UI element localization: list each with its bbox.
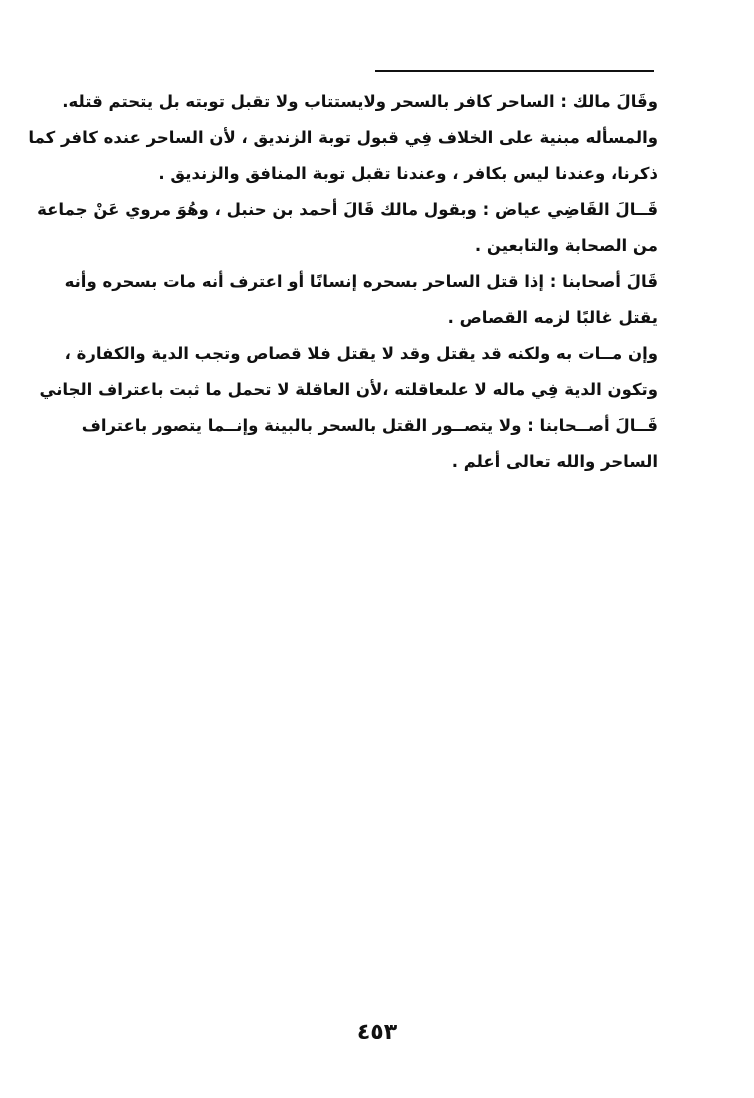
text-line: وتكون الدية فِي ماله لا علىعاقلته ،لأن العاقلة لا تحمل ما ثبت باعتراف الجاني [39, 380, 658, 399]
text-line: قَالَ أصحابنا : إذا قتل الساحر بسحره إنسانًا أو اعترف أنه مات بسحره وأنه [64, 272, 658, 291]
header-rule [375, 70, 654, 72]
page-number: ٤٥٣ [356, 1020, 398, 1045]
text-line: من الصحابة والتابعين . [474, 236, 658, 255]
text-line: قَــالَ القَاضِي عياض : وبقول مالك قَالَ أحمد بن حنبل ، وهُوَ مروي عَنْ جماعة [37, 200, 658, 219]
text-line: وقَالَ مالك : الساحر كافر بالسحر ولايستتاب ولا تقبل توبته بل يتحتم قتله. [62, 92, 658, 111]
text-line: قَــالَ أصــحابنا : ولا يتصــور القتل بالسحر بالبينة وإنــما يتصور باعتراف [81, 416, 658, 435]
body-text [28, 84, 658, 480]
text-line: والمسأله مبنية على الخلاف فِي قبول توبة الزنديق ، لأن الساحر عنده كافر كما [28, 128, 658, 147]
text-line: يقتل غالبًا لزمه القصاص . [447, 308, 658, 327]
text-line: ذكرنا، وعندنا ليس بكافر ، وعندنا تقبل توبة المنافق والزنديق . [158, 164, 658, 183]
text-line: وإن مــات به ولكنه قد يقتل وقد لا يقتل فلا قصاص وتجب الدية والكفارة ، [64, 344, 658, 363]
text-line: الساحر والله تعالى أعلم . [451, 452, 658, 471]
